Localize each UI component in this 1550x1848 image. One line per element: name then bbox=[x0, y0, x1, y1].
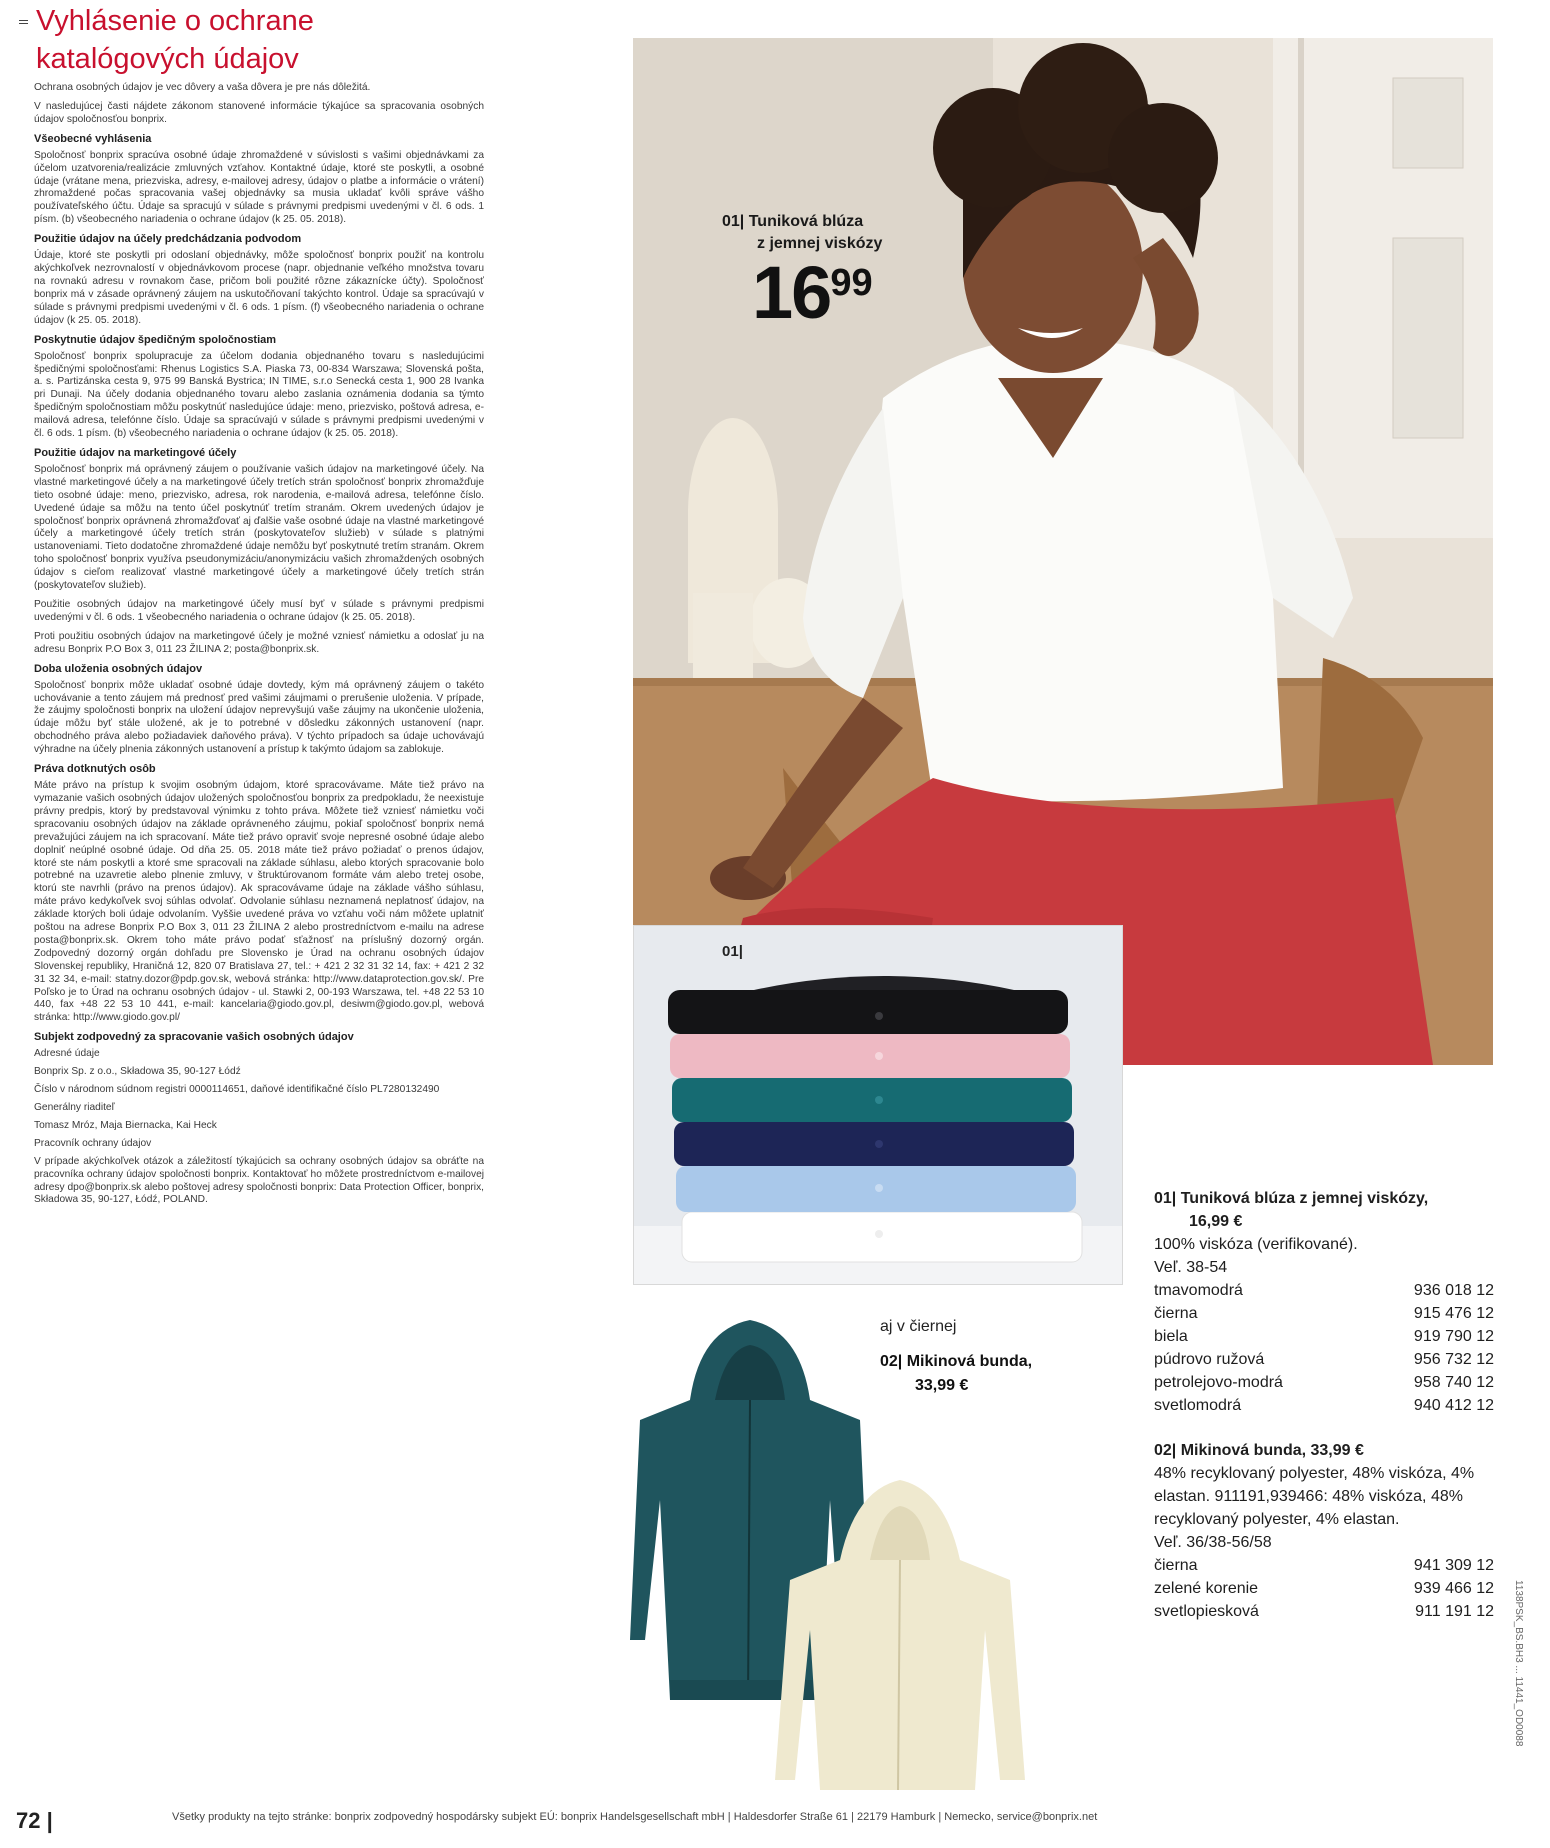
footer-legal: Všetky produkty na tejto stránke: bonprix zodpovedný hospodársky subjekt EÚ: bonprix Handelsgesellschaft mbH | Haldesdorfer Straße 61 | 22179 Hamburk | Nemecko, service@bonprix.net bbox=[172, 1811, 1098, 1823]
color-name: svetlomodrá bbox=[1154, 1397, 1242, 1414]
legal-paragraph: Spoločnosť bonprix spracúva osobné údaje zhromaždené v súvislosti s vašimi objednávkami za účelom uzatvorenia/realizácie zmluvných vzťahov. Kontaktné údaje, ktoré ste poskytli, a osobné údaje (vrátane mena, priezviska, adresy, e-mailovej adresy, údajov o platbe a informácie o vrátení) zhromaždené počas spracovania vašej objednávky sa musia ukladať kvôli správe vášho používateľského účtu. Údaje sa spracujú v súlade s právnymi predpismi uvedenými v čl. 6 ods. 1 písm. (b) všeobecného nariadenia o ochrane údajov (k 25. 05. 2018). bbox=[34, 149, 484, 226]
legal-paragraph: Spoločnosť bonprix spolupracuje za účelom dodania objednaného tovaru s nasledujúcimi špedičnými spoločnosťami: Rhenus Logistics S.A. Piaska 73, 00-834 Warszawa; Slovenská pošta, a. s. Partizánska cesta 9, 975 99 Banská Bystrica; IN TIME, s.r.o Senecká cesta 1, 900 28 Ivanka pri Dunaji. Na účely dodania objednaného tovaru alebo zaslania oznámenia dodania sa týmto špedičným spoločnostiam môžu poskytnúť nasledujúce údaje: meno, priezvisko, poštová adresa, e-mailová adresa, telefónne číslo. Údaje sa spracúvajú v súlade s právnymi predpismi uvedenými v čl. 6 ods. 1 písm. (b) všeobecného nariadenia o ochrane údajov (k 25. 05. 2018). bbox=[34, 350, 484, 440]
color-row bbox=[1154, 1394, 1494, 1417]
catalog-code: 1138PSK_BS.BH3 ... 11441_OD0088 bbox=[1513, 1580, 1524, 1747]
legal-heading: Použitie údajov na účely predchádzania podvodom bbox=[34, 233, 302, 246]
jacket-spec-name: Mikinová bunda, 33,99 € bbox=[1180, 1442, 1364, 1459]
color-name: biela bbox=[1154, 1328, 1188, 1345]
color-row bbox=[1154, 1371, 1494, 1394]
blouse-spec-price: 16,99 € bbox=[1189, 1213, 1243, 1230]
legal-line: Tomasz Mróz, Maja Biernacka, Kai Heck bbox=[34, 1119, 217, 1131]
product-specs bbox=[1154, 1187, 1494, 1623]
blouse-price-tag bbox=[752, 251, 873, 334]
blouse-model-photo bbox=[633, 38, 1493, 1065]
blouse-spec-heading: 01| Tuniková blúza z jemnej viskózy, bbox=[1154, 1190, 1429, 1207]
legal-heading: Všeobecné vyhlásenia bbox=[34, 132, 152, 145]
article-number: 911 191 12 bbox=[1415, 1603, 1494, 1620]
legal-paragraph: V prípade akýchkoľvek otázok a záležitostí týkajúcich sa ochrany osobných údajov sa obráťte na pracovníka ochrany údajov spoločnosti bonprix. Kontaktovať ho môžete prostredníctvom e-mailovej adresy dpo@bonprix.sk alebo poštovej adresy spoločnosti bonprix: Data Protection Officer, bonprix, Składowa 35, 90-127, Łódź, POLAND. bbox=[34, 1155, 484, 1206]
page-number: 72 | bbox=[16, 1808, 53, 1833]
blouse-callout-name: Tuniková blúza bbox=[748, 213, 864, 230]
color-name: zelené korenie bbox=[1154, 1580, 1259, 1597]
legal-heading: Práva dotknutých osôb bbox=[34, 763, 156, 776]
article-number: 939 466 12 bbox=[1413, 1580, 1494, 1597]
color-row bbox=[1154, 1325, 1494, 1348]
color-name: svetlopiesková bbox=[1154, 1603, 1259, 1620]
menu-icon[interactable] bbox=[19, 20, 28, 27]
legal-paragraph: Máte právo na prístup k svojim osobným údajom, ktoré spracovávame. Máte tiež právo na vymazanie vašich osobných údajov uložených spoločnosťou bonprix za predpokladu, že neexistuje právny predpis, ktorý by predstavoval výnimku z tohto práva. Môžete tiež vzniesť námietku voči spracovaniu osobných údajov na základe oprávneného záujmu, pokiaľ spoločnosť bonprix nemá prevažujúci záujem na ich spracovaní. Máte tiež právo opraviť svoje nepresné osobné údaje alebo doplniť neúplné osobné údaje. Od dňa 25. 05. 2018 máte tiež právo požiadať o prenos údajov, ktoré ste nám poskytli a ktoré sme spracovali na základe súhlasu, alebo ktorých spracovanie bolo potrebné na uzavretie alebo plnenie zmluvy, v štruktúrovanom formáte vám alebo tretej osobe, ktorú ste navrhli (právo na prenos údajov). Ak spracovávame údaje na základe vášho súhlasu, máte právo kedykoľvek svoj súhlas odvolať. Odvolanie súhlasu neznamená neplatnosť údajov, na základe ktorých boli údaje odvolaním. Vyššie uvedené práva vo vzťahu voči nám môžete uplatniť poštou na adrese Bonprix P.O Box 3, 011 23 ŽILINA 2 alebo prostredníctvom e-mailu na adrese posta@bonprix.sk. Okrem toho máte právo podať sťažnosť na príslušný dozorný orgán. Zodpovedný dozorný orgán dohľadu pre Slovensko je Úrad na ochranu osobných údajov Slovenskej republiky, Hraničná 12, 820 07 Bratislava 27, tel.: + 421 2 32 31 32 14, fax: + 421 2 32 31 32 34, e-mail: statny.dozor@pdp.gov.sk, webová stránka: http://www.dataprotection.gov.sk/. Pre Poľsko je to Úrad na ochranu osobných údajov - ul. Stawki 2, 00-193 Warszawa, tel. +48 22 53 10 440, fax +48 22 53 10 441, e-mail: kancelaria@giodo.gov.pl, desiwm@giodo.gov.pl, webová stránka: http://www.giodo.gov.pl/ bbox=[34, 780, 484, 1024]
blouse-spec-material: 100% viskóza (verifikované). bbox=[1154, 1236, 1358, 1253]
jacket-spec-number: 02 bbox=[1154, 1442, 1172, 1459]
jacket-callout-number: 02 bbox=[880, 1353, 898, 1370]
privacy-statement bbox=[34, 82, 484, 1772]
legal-intro: V nasledujúcej časti nájdete zákonom stanovené informácie týkajúce sa spracovania osobných údajov spoločnosťou bonprix. bbox=[34, 100, 484, 125]
price-main: 16 bbox=[752, 251, 831, 334]
color-row bbox=[1154, 1279, 1494, 1302]
title-line-2: katalógových údajov bbox=[36, 43, 299, 75]
legal-heading: Subjekt zodpovedný za spracovanie vašich osobných údajov bbox=[34, 1031, 354, 1044]
color-name: tmavomodrá bbox=[1154, 1282, 1243, 1299]
blouse-callout-name-2: z jemnej viskózy bbox=[757, 235, 883, 252]
article-number: 940 412 12 bbox=[1413, 1397, 1494, 1414]
blouse-spec-name: Tuniková blúza z jemnej viskózy, bbox=[1180, 1190, 1429, 1207]
stack-callout: 01| bbox=[722, 943, 743, 960]
legal-paragraph: Údaje, ktoré ste poskytli pri odoslaní objednávky, môže spoločnosť bonprix použiť na kontrolu akýchkoľvek nezrovnalostí v objednávkovom procese (napr. objednanie veľkého množstva tovaru na rovnakú adresu v rovnakom čase, pričom boli použité rôzne zákaznícke účty). Spoločnosť bonprix má v zásade oprávnený záujem na uskutočňovaní takýchto kontrol. Údaje sa spracúvajú v súlade s právnymi predpismi uvedenými v čl. 6 ods. 1 písm. (f) všeobecného nariadenia o ochrane údajov (k 25. 05. 2018). bbox=[34, 250, 484, 326]
blouse-spec-sizes: Veľ. 38-54 bbox=[1154, 1259, 1228, 1276]
color-name: čierna bbox=[1154, 1557, 1198, 1574]
color-row bbox=[1154, 1554, 1494, 1577]
legal-line: Generálny riaditeľ bbox=[34, 1102, 115, 1113]
article-number: 936 018 12 bbox=[1413, 1282, 1494, 1299]
legal-line: Adresné údaje bbox=[34, 1048, 100, 1060]
page-number-value: 72 bbox=[16, 1808, 41, 1833]
title-line-1: Vyhlásenie o ochrane bbox=[36, 5, 314, 37]
color-name: petrolejovo-modrá bbox=[1154, 1374, 1283, 1391]
color-row bbox=[1154, 1348, 1494, 1371]
legal-heading: Doba uloženia osobných údajov bbox=[34, 662, 203, 675]
folded-blouses-photo bbox=[633, 925, 1123, 1285]
jacket-callout-price: 33,99 € bbox=[915, 1377, 969, 1394]
jacket-callout-name: Mikinová bunda, bbox=[906, 1353, 1033, 1370]
article-number: 956 732 12 bbox=[1413, 1351, 1494, 1368]
color-name: púdrovo ružová bbox=[1154, 1351, 1265, 1368]
color-row bbox=[1154, 1600, 1494, 1623]
article-number: 958 740 12 bbox=[1413, 1374, 1494, 1391]
legal-paragraph: Spoločnosť bonprix má oprávnený záujem o používanie vašich údajov na marketingové účely. Na vlastné marketingové účely a na marketingové účely tretích strán spoločnosť bonprix zhromažďuje tieto osobné údaje: meno, priezvisko, adresa, rok narodenia, e-mailová adresa, telefónne číslo. Uvedené údaje sa môžu na tento účel poskytnúť tretím stranám. Okrem uvedených údajov je spoločnosť bonprix oprávnená zhromažďovať aj ďalšie vaše osobné údaje na vlastné marketingové účely a marketingové účely tretích strán (poskytovateľov služieb) v súlade s platnými ustanoveniami. Tieto dodatočne zhromaždené údaje nemôžu byť poskytnuté tretím stranám. Okrem toho spoločnosť bonprix využíva pseudonymizáciu/anonymizáciu vašich zhromaždených osobných údajov s cieľom realizovať vlastné marketingové účely a marketingové účely tretích strán (poskytovateľov služieb). bbox=[34, 463, 484, 592]
legal-line: Bonprix Sp. z o.o., Składowa 35, 90-127 Łódź bbox=[34, 1066, 241, 1078]
blouse-callout-number: 01 bbox=[722, 213, 740, 230]
jacket-callout: 02| Mikinová bunda, 33,99 € bbox=[880, 1350, 1032, 1398]
page-title bbox=[36, 2, 596, 78]
legal-paragraph: Spoločnosť bonprix môže ukladať osobné údaje dovtedy, kým má oprávnený záujem o takéto uchovávanie a tento záujem má prednosť pred vašimi záujmami o prerušenie uloženia. V prípade, že záujmy spoločnosti bonprix na uložení údajov neprevyšujú vaše záujmy na ukončenie uloženia, údaje môžu byť stále uložené, ak je to potrebné v dôsledku zákonných ustanovení (napr. obchodného práva alebo požiadaviek daňového práva). V týchto prípadoch sa údaje uchovávajú výhradne na účely plnenia zákonných ustanovení a prístup k takýmto údajom sa zablokuje. bbox=[34, 679, 484, 756]
color-row bbox=[1154, 1577, 1494, 1600]
legal-paragraph: Použitie osobných údajov na marketingové účely musí byť v súlade s právnymi predpismi uvedenými v čl. 6 ods. 1 všeobecného nariadenia o ochrane údajov (k 25. 05. 2018). bbox=[34, 599, 484, 623]
article-number: 919 790 12 bbox=[1413, 1328, 1494, 1345]
jacket-spec-material: 48% recyklovaný polyester, 48% viskóza, 4% elastan. 911191,939466: 48% viskóza, 48% recyklovaný polyester, 4% elastan. bbox=[1154, 1465, 1475, 1528]
blouse-spec-number: 01 bbox=[1154, 1190, 1172, 1207]
article-number: 915 476 12 bbox=[1413, 1305, 1494, 1322]
jacket-spec-sizes: Veľ. 36/38-56/58 bbox=[1154, 1534, 1272, 1551]
color-row bbox=[1154, 1302, 1494, 1325]
price-cents: 99 bbox=[830, 262, 873, 304]
legal-line: Pracovník ochrany údajov bbox=[34, 1137, 152, 1149]
blouse-callout: 01| Tuniková blúza z jemnej viskózy bbox=[722, 211, 882, 255]
stack-callout-number: 01 bbox=[722, 943, 739, 960]
jacket-also-available: aj v čiernej bbox=[880, 1318, 957, 1335]
color-name: čierna bbox=[1154, 1305, 1198, 1322]
legal-heading: Poskytnutie údajov špedičným spoločnostiam bbox=[34, 333, 277, 346]
legal-paragraph: Proti použitiu osobných údajov na marketingové účely je možné vzniesť námietku a odoslať ju na adresu Bonprix P.O Box 3, 011 23 ŽILINA 2; posta@bonprix.sk. bbox=[34, 630, 484, 655]
legal-line: Číslo v národnom súdnom registri 0000114651, daňové identifikačné číslo PL7280132490 bbox=[34, 1084, 440, 1096]
jacket-spec-heading: 02| Mikinová bunda, 33,99 € bbox=[1154, 1442, 1364, 1459]
legal-heading: Použitie údajov na marketingové účely bbox=[34, 446, 237, 459]
legal-intro: Ochrana osobných údajov je vec dôvery a vaša dôvera je pre nás dôležitá. bbox=[34, 82, 371, 93]
article-number: 941 309 12 bbox=[1413, 1557, 1494, 1574]
